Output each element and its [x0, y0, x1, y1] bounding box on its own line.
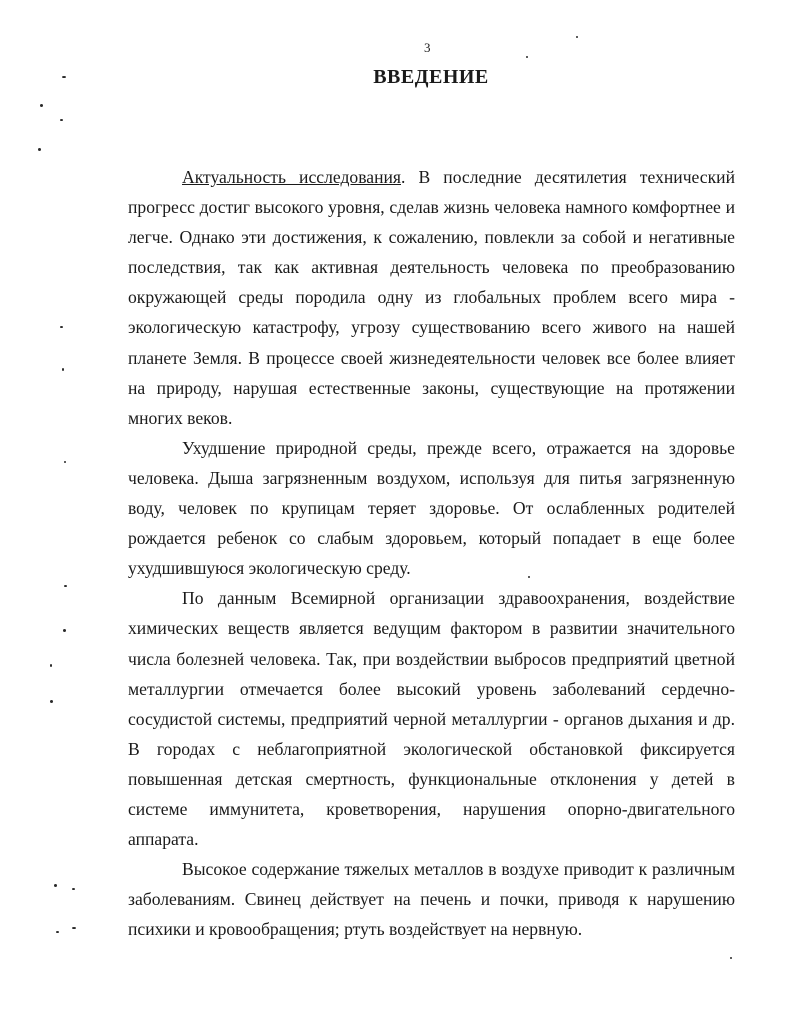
scan-speck — [56, 931, 59, 933]
scan-speck — [50, 700, 53, 703]
scan-speck — [64, 585, 67, 587]
scan-speck — [526, 56, 528, 58]
paragraph-who-data — [128, 583, 735, 854]
scan-speck — [730, 957, 732, 959]
scan-speck — [72, 927, 76, 929]
paragraph-heavy-metals — [128, 854, 735, 944]
page-number: 3 — [424, 40, 431, 55]
scan-speck — [62, 76, 66, 78]
document-body — [128, 162, 735, 944]
scan-speck — [63, 629, 66, 632]
paragraph-text: Высокое содержание тяжелых металлов в воздухе приводит к различным заболеваниям. Свинец действует на печень и почки, приводя к нарушению психики и кровообращения; ртуть воздействует на нервную. — [128, 859, 735, 940]
scan-speck — [54, 884, 57, 887]
paragraph-health — [128, 433, 735, 583]
scan-speck — [64, 461, 66, 463]
paragraph-relevance — [128, 162, 735, 433]
scan-speck — [50, 664, 52, 667]
scan-speck — [60, 119, 63, 121]
scan-speck — [528, 576, 530, 578]
scan-speck — [60, 326, 63, 328]
scan-speck — [62, 368, 64, 371]
relevance-lead: Актуальность исследования — [182, 167, 401, 187]
scan-speck — [72, 888, 75, 890]
paragraph-text: . В последние десятилетия технический прогресс достиг высокого уровня, сделав жизнь человека намного комфортнее и легче. Однако эти достижения, к сожалению, повлекли за собой и негативные последствия, так как активная деятельность человека по преобразованию окружающей среды породила одну из глобальных проблем всего мира - экологическую катастрофу, угрозу существованию всего живого на нашей планете Земля. В процессе своей жизнедеятельности человек все более влияет на природу, нарушая естественные законы, существующие на протяжении многих веков. — [128, 167, 735, 428]
paragraph-text: По данным Всемирной организации здравоохранения, воздействие химических веществ является ведущим фактором в развитии значительного числа болезней человека. Так, при воздействии выбросов предприятий цветной металлургии отмечается более высокий уровень заболеваний сердечно-сосудистой системы, предприятий черной металлургии - органов дыхания и др. В городах с неблагоприятной экологической обстановкой фиксируется повышенная детская смертность, функциональные отклонения у детей в системе иммунитета, кроветворения, нарушения опорно-двигательного аппарата. — [128, 588, 735, 850]
scan-speck — [40, 104, 43, 107]
scan-speck — [38, 148, 41, 151]
paragraph-text: Ухудшение природной среды, прежде всего, отражается на здоровье человека. Дыша загрязненным воздухом, используя для питья загрязненную воду, человек по крупицам теряет здоровье. От ослабленных родителей рождается ребенок со слабым здоровьем, который попадает в еще более ухудшившуюся экологическую среду. — [128, 437, 735, 579]
page-title: ВВЕДЕНИЕ — [373, 66, 489, 88]
scan-speck — [576, 36, 578, 38]
